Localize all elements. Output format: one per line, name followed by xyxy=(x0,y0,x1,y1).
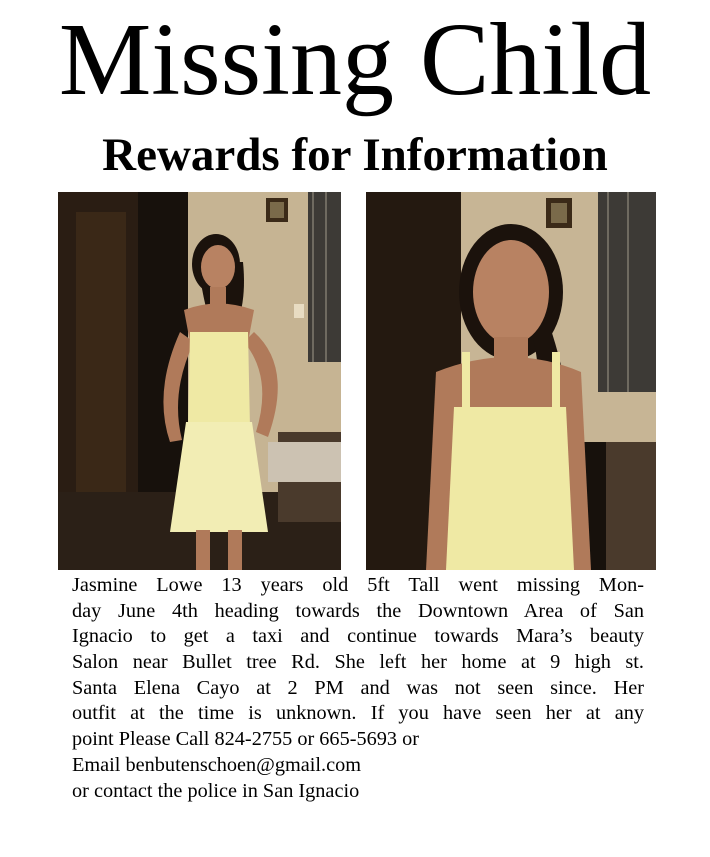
photo-full-body xyxy=(58,192,341,570)
description-line: day June 4th heading towards the Downtown Area of San xyxy=(72,599,644,622)
description-line: Santa Elena Cayo at 2 PM and was not seen since. Her xyxy=(72,676,644,699)
description-line: Ignacio to get a taxi and continue towards Mara’s beauty xyxy=(72,625,644,648)
description-line: outfit at the time is unknown. If you have seen her at any xyxy=(72,702,644,725)
photo-portrait-image xyxy=(366,192,656,570)
description-line-police: or contact the police in San Ignacio xyxy=(72,779,360,802)
description-line: Salon near Bullet tree Rd. She left her home at 9 high st. xyxy=(72,651,644,674)
poster-subtitle: Rewards for Information xyxy=(102,129,608,181)
description-line-phone: point Please Call 824-2755 or 665-5693 or xyxy=(72,728,419,751)
missing-description xyxy=(72,573,644,804)
photo-full-body-image xyxy=(58,192,341,570)
description-line-email: Email benbutenschoen@gmail.com xyxy=(72,753,362,776)
description-line: Jasmine Lowe 13 years old 5ft Tall went missing Mon- xyxy=(72,574,644,596)
photo-portrait xyxy=(366,192,656,570)
poster-title: Missing Child xyxy=(58,2,652,117)
